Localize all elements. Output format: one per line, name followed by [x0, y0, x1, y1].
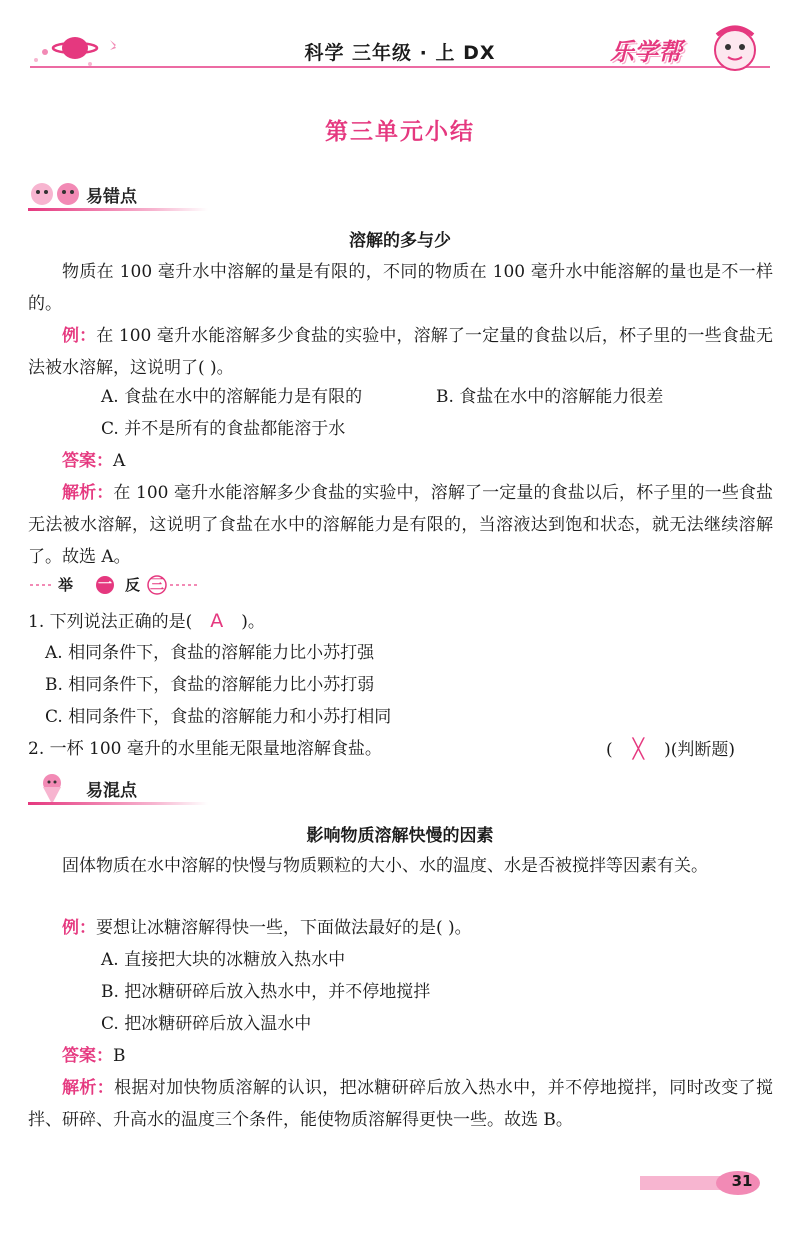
- section-badge-label: 易错点: [86, 187, 137, 207]
- q2-open: (: [606, 740, 613, 760]
- banner-char-yi: 一: [98, 577, 112, 593]
- section-badge-label: 易混点: [86, 781, 137, 801]
- badge-underline: [28, 208, 208, 211]
- section-badge-errors: [28, 178, 228, 214]
- question-1: [28, 605, 265, 638]
- example-text: 要想让冰糖溶解得快一些，下面做法最好的是( )。: [96, 918, 472, 938]
- example-label: 例：: [62, 326, 97, 346]
- answer-value: B: [113, 1046, 126, 1066]
- example-paragraph: [28, 912, 773, 944]
- icecream-icon: [28, 772, 84, 806]
- question-2: 2. 一杯 100 毫升的水里能无限量地溶解食盐。: [28, 739, 382, 759]
- example-text: 在 100 毫升水能溶解多少食盐的实验中，溶解了一定量的食盐以后，杯子里的一些食盐无法被水溶解，这说明了( )。: [28, 326, 774, 378]
- q1-text: 1. 下列说法正确的是(: [28, 612, 193, 632]
- analysis-text: 根据对加快物质溶解的认识，把冰糖研碎后放入热水中，并不停地搅拌，同时改变了搅拌、研碎、升高水的温度三个条件，能使物质溶解得更快一些。故选 B。: [28, 1078, 774, 1130]
- practice-banner: [30, 572, 200, 598]
- q1-option-b: B. 相同条件下，食盐的溶解能力比小苏打弱: [45, 675, 375, 695]
- section-badge-confusions: [28, 772, 228, 808]
- intro-paragraph: 物质在 100 毫升水中溶解的量是有限的，不同的物质在 100 毫升水中能溶解的量也是不一样的。: [28, 262, 773, 314]
- option-c: C. 并不是所有的食盐都能溶于水: [101, 419, 346, 439]
- q2-answer-slot: [606, 733, 735, 766]
- option-a: A. 食盐在水中的溶解能力是有限的: [101, 387, 363, 407]
- unit-title: 第三单元小结: [325, 119, 475, 145]
- option-a: A. 直接把大块的冰糖放入热水中: [101, 950, 346, 970]
- example-label: 例：: [62, 918, 96, 938]
- badge-underline: [28, 802, 208, 805]
- option-b: B. 食盐在水中的溶解能力很差: [436, 387, 664, 407]
- answer-label: 答案：: [62, 451, 113, 471]
- analysis-paragraph: [28, 1072, 773, 1136]
- banner-char-ju: 举: [58, 576, 74, 594]
- q1-handwritten-answer: A: [210, 610, 224, 632]
- q1-option-a: A. 相同条件下，食盐的溶解能力比小苏打强: [45, 643, 375, 663]
- answer-line: [62, 1040, 126, 1072]
- mascot-icon: [695, 20, 770, 80]
- answer-label: 答案：: [62, 1046, 113, 1066]
- q1-close: )。: [241, 612, 265, 632]
- analysis-text: 在 100 毫升水能溶解多少食盐的实验中，溶解了一定量的食盐以后，杯子里的一些食盐无法被水溶解，这说明了食盐在水中的溶解能力是有限的，当溶液达到饱和状态，就无法继续溶解了。故选 A。: [28, 483, 773, 567]
- q2-close: )(判断题): [664, 740, 735, 760]
- analysis-label: 解析：: [62, 1078, 115, 1098]
- subheading-dissolve-amount: 溶解的多与少: [349, 231, 451, 251]
- panda-icon: [28, 178, 84, 208]
- banner-char-fan: 反: [125, 576, 141, 594]
- answer-value: A: [113, 451, 126, 471]
- banner-char-san: 三: [150, 577, 164, 593]
- analysis-label: 解析：: [62, 483, 114, 503]
- analysis-paragraph: [28, 477, 773, 573]
- header-title: 科学 三年级 · 上 DX: [304, 42, 496, 64]
- intro-paragraph: 固体物质在水中溶解的快慢与物质颗粒的大小、水的温度、水是否被搅拌等因素有关。: [62, 856, 708, 876]
- page-number: 31: [731, 1172, 753, 1190]
- option-b: B. 把冰糖研碎后放入热水中，并不停地搅拌: [101, 982, 431, 1002]
- subheading-dissolve-speed: 影响物质溶解快慢的因素: [306, 826, 494, 846]
- q1-option-c: C. 相同条件下，食盐的溶解能力和小苏打相同: [45, 707, 392, 727]
- example-paragraph: [28, 320, 773, 384]
- answer-line: [62, 445, 125, 477]
- q2-handwritten-answer: ╳: [632, 738, 645, 760]
- option-c: C. 把冰糖研碎后放入温水中: [101, 1014, 312, 1034]
- brand-logo: 乐学帮: [610, 38, 682, 66]
